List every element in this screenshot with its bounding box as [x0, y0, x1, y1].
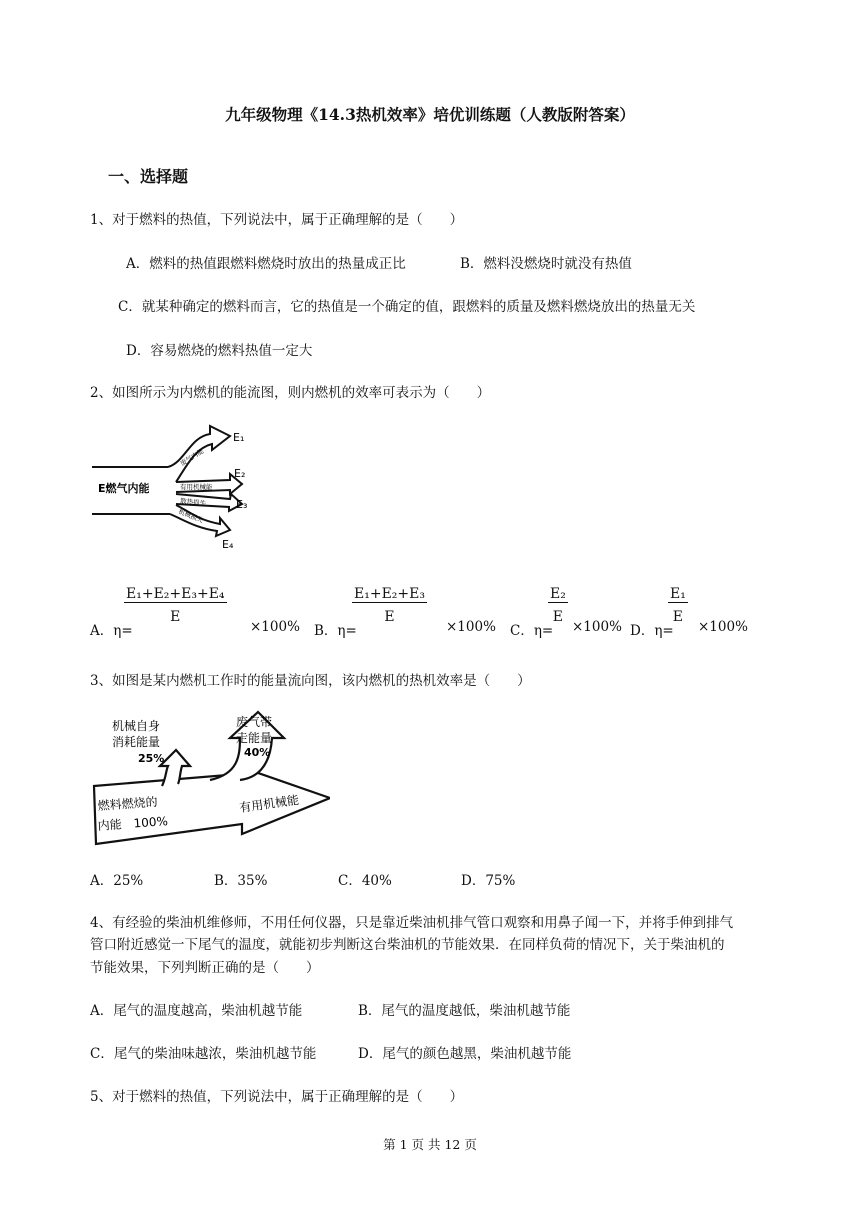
fraction-numerator: E₁+E₂+E₃ — [354, 586, 425, 602]
fraction-denominator: E — [672, 609, 684, 625]
figure-1-input-label: E燃气内能 — [98, 482, 150, 495]
question-2-stem: 2、如图所示为内燃机的能流图，则内燃机的效率可表示为（ ） — [90, 385, 491, 401]
question-3-option-b: B．35% — [214, 873, 268, 889]
figure-1-arrow2-label: 有用机械能 — [180, 483, 213, 491]
question-2-option-c-fraction — [548, 586, 568, 625]
figure-2-loss2-line1: 废气带 — [236, 715, 273, 729]
question-1-stem: 1、对于燃料的热值，下列说法中，属于正确理解的是（ ） — [90, 212, 464, 228]
question-4-option-a: A．尾气的温度越高，柴油机越节能 — [90, 1003, 303, 1019]
figure-1-e2: E₂ — [234, 467, 246, 480]
fraction-numerator: E₁ — [670, 586, 686, 602]
energy-flow-figure-1 — [90, 412, 270, 552]
question-3-option-d: D．75% — [461, 873, 516, 889]
question-2-option-a-label: A．η= — [90, 623, 133, 639]
question-2-option-a-tail: ×100% — [250, 619, 300, 635]
fraction-denominator: E — [552, 609, 564, 625]
figure-1-arrow4-label: 机械损失 — [177, 507, 205, 525]
figure-2-loss1-line1: 机械自身 — [112, 719, 161, 733]
figure-1-e4: E₄ — [222, 538, 234, 551]
question-1-option-c: C．就某种确定的燃料而言，它的热值是一个确定的值，跟燃料的质量及燃料燃烧放出的热量无关 — [118, 299, 696, 315]
figure-2-loss1-line2: 消耗能量 — [112, 735, 161, 749]
question-1-option-d: D．容易燃烧的燃料热值一定大 — [126, 343, 313, 359]
question-4-option-d: D．尾气的颜色越黑，柴油机越节能 — [358, 1046, 572, 1062]
question-2-option-a-fraction — [124, 586, 227, 625]
figure-2-loss1-percent: 25% — [138, 752, 165, 765]
question-2-option-b-tail: ×100% — [446, 619, 496, 635]
figure-2-input-line2: 内能 100% — [97, 814, 169, 833]
page-footer: 第 1 页 共 12 页 — [383, 1137, 477, 1152]
document-title: 九年级物理《14.3热机效率》培优训练题（人教版附答案） — [225, 105, 635, 124]
figure-2-loss2-line2: 走能量 — [236, 731, 273, 745]
question-4-line3: 节能效果，下列判断正确的是（ ） — [90, 960, 320, 976]
question-2-option-d-fraction — [668, 586, 688, 625]
fraction-numerator: E₂ — [550, 586, 566, 602]
question-2-option-c-tail: ×100% — [572, 619, 622, 635]
figure-1-e1: E₁ — [233, 431, 245, 444]
figure-1-e3: E₃ — [236, 498, 248, 511]
question-1-option-a: A．燃料的热值跟燃料燃烧时放出的热量成正比 — [126, 256, 406, 272]
question-5-stem: 5、对于燃料的热值，下列说法中，属于正确理解的是（ ） — [90, 1089, 464, 1105]
question-3-option-a: A．25% — [90, 873, 144, 889]
figure-2-input-line1: 燃料燃烧的 — [97, 794, 159, 813]
question-4-option-b: B．尾气的温度越低，柴油机越节能 — [358, 1003, 571, 1019]
section-heading: 一、选择题 — [108, 167, 189, 186]
figure-1-arrow3-label: 散热损失 — [179, 497, 207, 508]
fraction-numerator: E₁+E₂+E₃+E₄ — [126, 586, 225, 602]
question-2-option-b-label: B．η= — [314, 623, 357, 639]
question-3-stem: 3、如图是某内燃机工作时的能量流向图，该内燃机的热机效率是（ ） — [90, 673, 531, 689]
question-2-option-d-label: D．η= — [630, 623, 674, 639]
question-1-option-b: B．燃料没燃烧时就没有热值 — [460, 256, 632, 272]
question-4-line1: 4、有经验的柴油机维修师，不用任何仪器，只是靠近柴油机排气管口观察和用鼻子闻一下，并将手伸到排气 — [90, 915, 734, 931]
fraction-denominator: E — [170, 609, 181, 625]
question-4-option-c: C．尾气的柴油味越浓，柴油机越节能 — [90, 1046, 317, 1062]
question-3-option-c: C．40% — [338, 873, 392, 889]
question-4-line2: 管口附近感觉一下尾气的温度，就能初步判断这台柴油机的节能效果．在同样负荷的情况下，关于柴油机的 — [90, 937, 725, 953]
energy-flow-figure-2 — [90, 708, 330, 858]
figure-1-arrow1-label: 废气内能 — [178, 447, 206, 468]
question-2-option-d-tail: ×100% — [698, 619, 748, 635]
question-2-option-c-label: C．η= — [510, 623, 554, 639]
figure-2-loss2-percent: 40% — [244, 746, 271, 759]
figure-2-useful-label: 有用机械能 — [238, 792, 300, 815]
fraction-denominator: E — [384, 609, 395, 625]
question-2-option-b-fraction — [352, 586, 427, 625]
